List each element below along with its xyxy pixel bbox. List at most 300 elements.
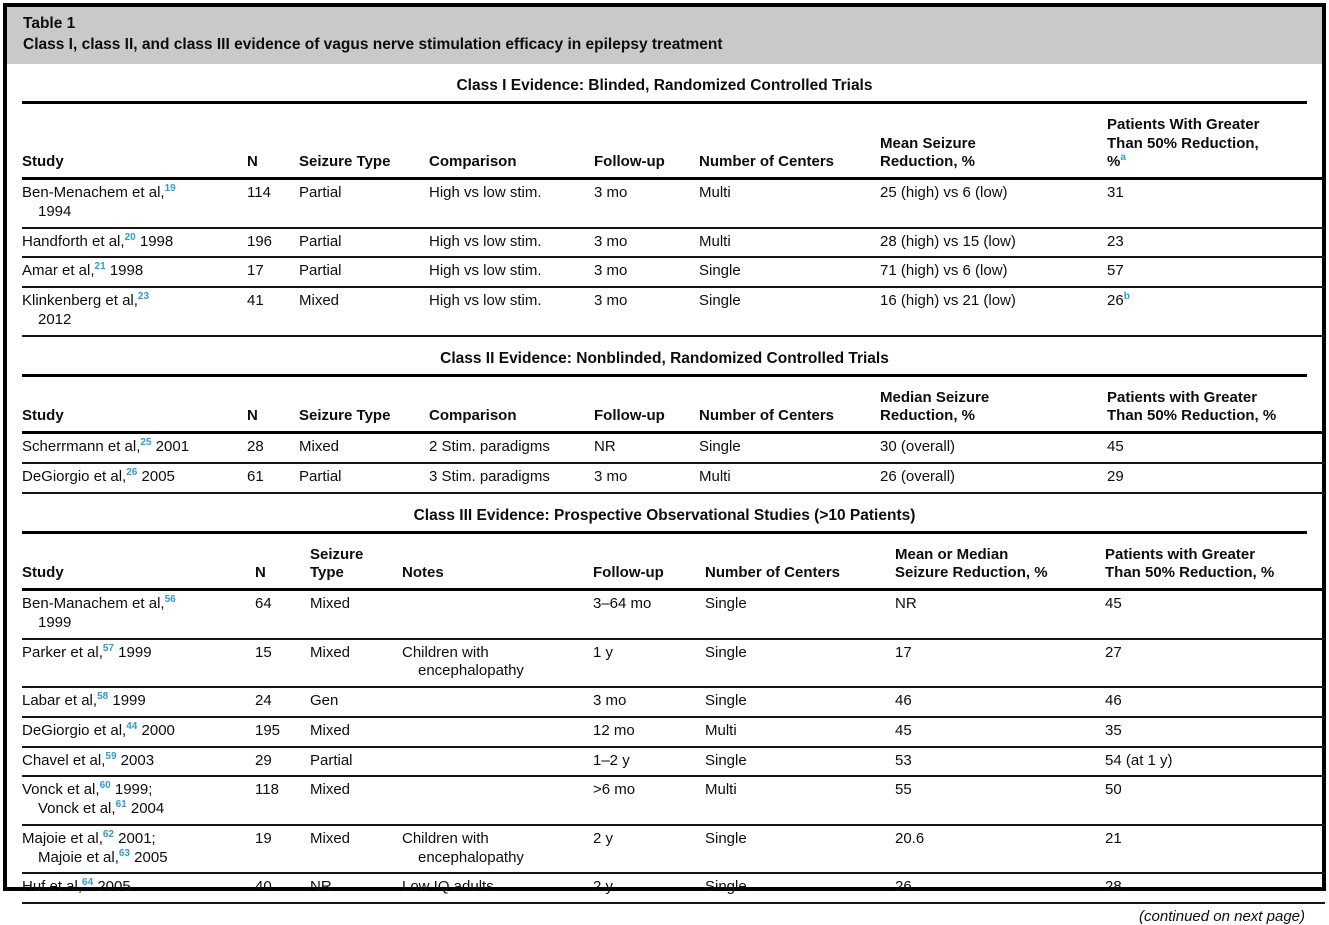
text-segment: Single bbox=[705, 751, 747, 769]
cell bbox=[594, 228, 699, 258]
column-header bbox=[593, 534, 705, 590]
table-title-band bbox=[7, 7, 1322, 64]
text-segment: Single bbox=[705, 595, 747, 613]
cell bbox=[22, 433, 247, 463]
column-header bbox=[22, 104, 247, 179]
text-segment: Mixed bbox=[310, 721, 351, 739]
cell bbox=[402, 687, 593, 717]
text-segment: Single bbox=[705, 829, 747, 847]
text-segment: 41 bbox=[247, 292, 264, 310]
text-segment: Reduction, % bbox=[880, 153, 976, 171]
cell bbox=[880, 228, 1107, 258]
text-segment: Mixed bbox=[310, 643, 351, 661]
column-header bbox=[247, 377, 299, 433]
cell bbox=[895, 747, 1105, 777]
cell bbox=[247, 433, 299, 463]
text-segment: 195 bbox=[255, 721, 281, 739]
table-header-row bbox=[22, 377, 1325, 433]
text-segment: Mixed bbox=[310, 781, 351, 799]
text-segment: encephalopathy bbox=[418, 848, 524, 866]
text-segment: 2001 bbox=[151, 438, 190, 456]
text-segment: Reduction, % bbox=[880, 407, 976, 425]
cell bbox=[594, 433, 699, 463]
text-segment: Patients with Greater bbox=[1107, 388, 1258, 406]
text-segment: Children with bbox=[402, 643, 489, 661]
cell bbox=[255, 639, 310, 688]
text-segment: 26 (overall) bbox=[880, 467, 956, 485]
text-segment: 1999; bbox=[110, 781, 153, 799]
text-segment: 12 mo bbox=[593, 721, 635, 739]
reference-superscript: 64 bbox=[82, 877, 94, 889]
column-header bbox=[310, 534, 402, 590]
text-segment: 2004 bbox=[126, 800, 165, 818]
text-segment: High vs low stim. bbox=[429, 292, 542, 310]
cell bbox=[699, 179, 880, 228]
text-segment: Low IQ adults bbox=[402, 878, 494, 896]
text-segment: 25 (high) vs 6 (low) bbox=[880, 184, 1008, 202]
text-segment: Mean Seizure bbox=[880, 134, 976, 152]
text-segment: NR bbox=[895, 595, 917, 613]
cell bbox=[429, 433, 594, 463]
text-segment: 55 bbox=[895, 781, 912, 799]
text-segment: 114 bbox=[247, 184, 271, 202]
text-segment: Chavel et al, bbox=[22, 751, 106, 769]
text-segment: Partial bbox=[299, 232, 342, 250]
cell bbox=[310, 687, 402, 717]
cell bbox=[594, 179, 699, 228]
text-segment: Multi bbox=[699, 467, 731, 485]
text-segment: 19 bbox=[255, 829, 272, 847]
cell bbox=[22, 228, 247, 258]
cell bbox=[22, 825, 255, 874]
cell bbox=[705, 825, 895, 874]
text-segment: 3–64 mo bbox=[593, 595, 652, 613]
table-row bbox=[22, 717, 1325, 747]
text-segment: >6 mo bbox=[593, 781, 636, 799]
text-segment: 21 bbox=[1105, 829, 1122, 847]
table-row bbox=[22, 287, 1325, 336]
text-segment: 24 bbox=[255, 692, 272, 710]
text-segment: 26 bbox=[1107, 292, 1124, 310]
text-segment: 46 bbox=[895, 692, 912, 710]
text-segment: High vs low stim. bbox=[429, 184, 542, 202]
text-segment: Handforth et al, bbox=[22, 232, 125, 250]
cell bbox=[880, 257, 1107, 287]
text-segment: Klinkenberg et al, bbox=[22, 292, 138, 310]
cell bbox=[255, 687, 310, 717]
cell bbox=[310, 590, 402, 639]
cell bbox=[705, 873, 895, 903]
text-segment: Mixed bbox=[299, 292, 340, 310]
cell bbox=[593, 590, 705, 639]
cell bbox=[895, 717, 1105, 747]
text-segment: Than 50% Reduction, % bbox=[1105, 564, 1275, 582]
cell bbox=[1107, 228, 1325, 258]
text-segment: Seizure Type bbox=[299, 407, 391, 425]
text-segment: Multi bbox=[699, 232, 731, 250]
text-segment: Comparison bbox=[429, 153, 517, 171]
table-body bbox=[22, 590, 1325, 904]
cell bbox=[22, 687, 255, 717]
text-segment: Mean or Median bbox=[895, 545, 1009, 563]
text-segment: 15 bbox=[255, 643, 272, 661]
text-segment: 118 bbox=[255, 781, 279, 799]
table-row bbox=[22, 687, 1325, 717]
text-segment: Follow-up bbox=[594, 153, 665, 171]
reference-superscript: 21 bbox=[94, 261, 106, 273]
section-heading-class-i: Class I Evidence: Blinded, Randomized Controlled Trials bbox=[22, 77, 1307, 104]
text-segment: Ben-Menachem et al, bbox=[22, 184, 165, 202]
text-segment: Vonck et al, bbox=[22, 781, 100, 799]
text-segment: 2005 bbox=[93, 878, 131, 896]
cell bbox=[22, 717, 255, 747]
reference-superscript: 56 bbox=[164, 594, 176, 606]
cell bbox=[895, 873, 1105, 903]
column-header bbox=[880, 104, 1107, 179]
text-segment: 3 mo bbox=[594, 262, 628, 280]
cell bbox=[255, 873, 310, 903]
text-segment: Multi bbox=[705, 781, 737, 799]
text-segment: 16 (high) vs 21 (low) bbox=[880, 292, 1016, 310]
reference-superscript: 63 bbox=[118, 847, 130, 859]
text-segment: Parker et al, bbox=[22, 643, 103, 661]
reference-superscript: b bbox=[1123, 291, 1130, 303]
cell bbox=[1107, 287, 1325, 336]
text-segment: Single bbox=[705, 692, 747, 710]
cell bbox=[255, 747, 310, 777]
column-header bbox=[1105, 534, 1325, 590]
cell bbox=[594, 463, 699, 493]
text-segment: Partial bbox=[299, 262, 342, 280]
text-segment: 1998 bbox=[135, 232, 174, 250]
text-segment: 71 (high) vs 6 (low) bbox=[880, 262, 1008, 280]
text-segment: 2012 bbox=[38, 310, 72, 328]
text-segment: Partial bbox=[310, 751, 353, 769]
text-segment: Single bbox=[699, 292, 741, 310]
text-segment: 20.6 bbox=[895, 829, 925, 847]
reference-superscript: 25 bbox=[140, 437, 152, 449]
text-segment: Patients With Greater bbox=[1107, 115, 1260, 133]
text-segment: 2 Stim. paradigms bbox=[429, 438, 550, 456]
text-segment: Number of Centers bbox=[699, 153, 835, 171]
table-header-row bbox=[22, 534, 1325, 590]
cell bbox=[429, 257, 594, 287]
table-row bbox=[22, 590, 1325, 639]
text-segment: Type bbox=[310, 564, 344, 582]
text-segment: 45 bbox=[1107, 438, 1124, 456]
reference-superscript: 44 bbox=[126, 720, 138, 732]
text-segment: Follow-up bbox=[593, 564, 664, 582]
cell bbox=[593, 776, 705, 825]
cell bbox=[593, 873, 705, 903]
cell bbox=[594, 287, 699, 336]
column-header bbox=[699, 377, 880, 433]
text-segment: Ben-Manachem et al, bbox=[22, 595, 165, 613]
text-segment: Study bbox=[22, 407, 64, 425]
cell bbox=[593, 747, 705, 777]
text-segment: 3 mo bbox=[594, 232, 628, 250]
text-segment: Majoie et al, bbox=[22, 829, 103, 847]
cell bbox=[699, 463, 880, 493]
cell bbox=[880, 463, 1107, 493]
cell bbox=[402, 717, 593, 747]
cell bbox=[402, 776, 593, 825]
cell bbox=[429, 287, 594, 336]
text-segment: 1–2 y bbox=[593, 751, 630, 769]
cell bbox=[255, 776, 310, 825]
column-header bbox=[594, 104, 699, 179]
cell bbox=[699, 257, 880, 287]
cell bbox=[22, 463, 247, 493]
cell bbox=[22, 776, 255, 825]
column-header bbox=[880, 377, 1107, 433]
text-segment: 50 bbox=[1105, 781, 1122, 799]
table-row bbox=[22, 747, 1325, 777]
text-segment: Notes bbox=[402, 564, 444, 582]
cell bbox=[705, 639, 895, 688]
cell bbox=[1105, 873, 1325, 903]
reference-superscript: 26 bbox=[126, 466, 138, 478]
text-segment: 1999 bbox=[114, 643, 152, 661]
cell bbox=[255, 717, 310, 747]
text-segment: Seizure Type bbox=[299, 153, 391, 171]
text-segment: Comparison bbox=[429, 407, 517, 425]
table-row bbox=[22, 873, 1325, 903]
cell bbox=[247, 179, 299, 228]
text-segment: Single bbox=[705, 878, 747, 896]
text-segment: Than 50% Reduction, bbox=[1107, 134, 1259, 152]
text-segment: 40 bbox=[255, 878, 272, 896]
column-header bbox=[299, 377, 429, 433]
text-segment: Mixed bbox=[310, 829, 351, 847]
text-segment: Study bbox=[22, 153, 64, 171]
cell bbox=[880, 179, 1107, 228]
text-segment: 3 Stim. paradigms bbox=[429, 467, 550, 485]
cell bbox=[895, 639, 1105, 688]
column-header bbox=[594, 377, 699, 433]
table-number: Table 1 bbox=[23, 15, 76, 32]
text-segment: Mixed bbox=[310, 595, 351, 613]
text-segment: Single bbox=[699, 438, 741, 456]
text-segment: 1998 bbox=[105, 262, 144, 280]
text-segment: 46 bbox=[1105, 692, 1122, 710]
cell bbox=[22, 639, 255, 688]
text-segment: Children with bbox=[402, 829, 489, 847]
column-header bbox=[705, 534, 895, 590]
cell bbox=[593, 717, 705, 747]
text-segment: 1999 bbox=[38, 613, 72, 631]
cell bbox=[22, 287, 247, 336]
cell bbox=[402, 590, 593, 639]
cell bbox=[402, 747, 593, 777]
text-segment: Patients with Greater bbox=[1105, 545, 1256, 563]
text-segment: 3 mo bbox=[594, 467, 628, 485]
cell bbox=[705, 590, 895, 639]
text-segment: 23 bbox=[1107, 232, 1124, 250]
text-segment: Number of Centers bbox=[705, 564, 841, 582]
column-header bbox=[895, 534, 1105, 590]
table-row bbox=[22, 433, 1325, 463]
reference-superscript: 60 bbox=[99, 780, 111, 792]
cell bbox=[310, 747, 402, 777]
cell bbox=[1105, 776, 1325, 825]
cell bbox=[310, 717, 402, 747]
class-iii-evidence-table bbox=[22, 534, 1325, 905]
text-segment: Number of Centers bbox=[699, 407, 835, 425]
text-segment: Study bbox=[22, 564, 64, 582]
cell bbox=[310, 639, 402, 688]
cell bbox=[1105, 687, 1325, 717]
table-row bbox=[22, 257, 1325, 287]
text-segment: 2005 bbox=[130, 848, 168, 866]
cell bbox=[705, 747, 895, 777]
text-segment: 2 y bbox=[593, 829, 614, 847]
cell bbox=[402, 825, 593, 874]
text-segment: Single bbox=[699, 262, 741, 280]
cell bbox=[895, 776, 1105, 825]
cell bbox=[299, 228, 429, 258]
reference-superscript: 58 bbox=[97, 691, 109, 703]
cell bbox=[255, 590, 310, 639]
cell bbox=[699, 433, 880, 463]
cell bbox=[895, 687, 1105, 717]
cell bbox=[429, 463, 594, 493]
text-segment: Median Seizure bbox=[880, 388, 990, 406]
text-segment: 35 bbox=[1105, 721, 1122, 739]
cell bbox=[402, 873, 593, 903]
text-segment: Mixed bbox=[299, 438, 340, 456]
cell bbox=[895, 590, 1105, 639]
cell bbox=[1105, 747, 1325, 777]
table-row bbox=[22, 639, 1325, 688]
cell bbox=[594, 257, 699, 287]
cell bbox=[299, 179, 429, 228]
table-body bbox=[22, 433, 1325, 493]
text-segment: 31 bbox=[1107, 184, 1124, 202]
text-segment: 1994 bbox=[38, 202, 72, 220]
cell bbox=[429, 228, 594, 258]
text-segment: High vs low stim. bbox=[429, 232, 542, 250]
text-segment: 53 bbox=[895, 751, 912, 769]
text-segment: 17 bbox=[247, 262, 264, 280]
cell bbox=[699, 287, 880, 336]
text-segment: Partial bbox=[299, 184, 342, 202]
column-header bbox=[429, 377, 594, 433]
text-segment: Seizure Reduction, % bbox=[895, 564, 1048, 582]
text-segment: High vs low stim. bbox=[429, 262, 542, 280]
text-segment: 64 bbox=[255, 595, 272, 613]
column-header bbox=[299, 104, 429, 179]
table-row bbox=[22, 776, 1325, 825]
text-segment: 2005 bbox=[137, 467, 175, 485]
text-segment: 29 bbox=[1107, 467, 1124, 485]
cell bbox=[1107, 257, 1325, 287]
cell bbox=[1105, 825, 1325, 874]
cell bbox=[1107, 463, 1325, 493]
text-segment: Seizure bbox=[310, 545, 364, 563]
cell bbox=[705, 776, 895, 825]
cell bbox=[299, 463, 429, 493]
table-row bbox=[22, 228, 1325, 258]
reference-superscript: 57 bbox=[102, 642, 114, 654]
table-caption: Class I, class II, and class III evidence of vagus nerve stimulation efficacy in epilepsy treatment bbox=[23, 35, 723, 53]
text-segment: Multi bbox=[699, 184, 731, 202]
cell bbox=[593, 639, 705, 688]
cell bbox=[299, 433, 429, 463]
cell bbox=[1105, 590, 1325, 639]
cell bbox=[247, 463, 299, 493]
cell bbox=[299, 257, 429, 287]
text-segment: Majoie et al, bbox=[38, 848, 119, 866]
text-segment: NR bbox=[594, 438, 616, 456]
reference-superscript: 23 bbox=[137, 291, 150, 303]
reference-superscript: 19 bbox=[164, 183, 176, 195]
text-segment: 29 bbox=[255, 751, 272, 769]
text-segment: 3 mo bbox=[594, 292, 628, 310]
text-segment: % bbox=[1107, 153, 1121, 171]
text-segment: 2000 bbox=[137, 721, 175, 739]
text-segment: DeGiorgio et al, bbox=[22, 467, 127, 485]
column-header bbox=[1107, 377, 1325, 433]
text-segment: 2 y bbox=[593, 878, 614, 896]
cell bbox=[247, 287, 299, 336]
text-segment: 61 bbox=[247, 467, 264, 485]
column-header bbox=[1107, 104, 1325, 179]
paper-table-page bbox=[3, 3, 1326, 925]
reference-superscript: 20 bbox=[124, 231, 136, 243]
cell bbox=[299, 287, 429, 336]
text-segment: Vonck et al, bbox=[38, 800, 116, 818]
text-segment: 30 (overall) bbox=[880, 438, 956, 456]
reference-superscript: 61 bbox=[115, 799, 127, 811]
text-segment: Single bbox=[705, 643, 747, 661]
text-segment: 196 bbox=[247, 232, 273, 250]
cell bbox=[593, 687, 705, 717]
column-header bbox=[247, 104, 299, 179]
text-segment: 28 (high) vs 15 (low) bbox=[880, 232, 1016, 250]
text-segment: 54 (at 1 y) bbox=[1105, 751, 1173, 769]
evidence-section-class-i bbox=[22, 64, 1307, 337]
column-header bbox=[402, 534, 593, 590]
text-segment: Partial bbox=[299, 467, 342, 485]
cell bbox=[895, 825, 1105, 874]
reference-superscript: 62 bbox=[102, 828, 114, 840]
text-segment: Than 50% Reduction, % bbox=[1107, 407, 1277, 425]
column-header bbox=[255, 534, 310, 590]
class-ii-evidence-table bbox=[22, 377, 1325, 494]
class-i-evidence-table bbox=[22, 104, 1325, 337]
cell bbox=[22, 590, 255, 639]
reference-superscript: 59 bbox=[105, 750, 117, 762]
table-body bbox=[22, 179, 1325, 336]
section-heading-class-ii: Class II Evidence: Nonblinded, Randomized Controlled Trials bbox=[22, 350, 1307, 377]
cell bbox=[705, 717, 895, 747]
text-segment: Amar et al, bbox=[22, 262, 95, 280]
text-segment: 26 bbox=[895, 878, 912, 896]
text-segment: N bbox=[247, 407, 258, 425]
text-segment: 28 bbox=[247, 438, 264, 456]
text-segment: DeGiorgio et al, bbox=[22, 721, 127, 739]
cell bbox=[22, 747, 255, 777]
text-segment: 2001; bbox=[114, 829, 156, 847]
reference-superscript: a bbox=[1120, 152, 1126, 164]
column-header bbox=[22, 534, 255, 590]
cell bbox=[705, 687, 895, 717]
text-segment: N bbox=[247, 153, 258, 171]
text-segment: Follow-up bbox=[594, 407, 665, 425]
table-header-row bbox=[22, 104, 1325, 179]
cell bbox=[310, 873, 402, 903]
